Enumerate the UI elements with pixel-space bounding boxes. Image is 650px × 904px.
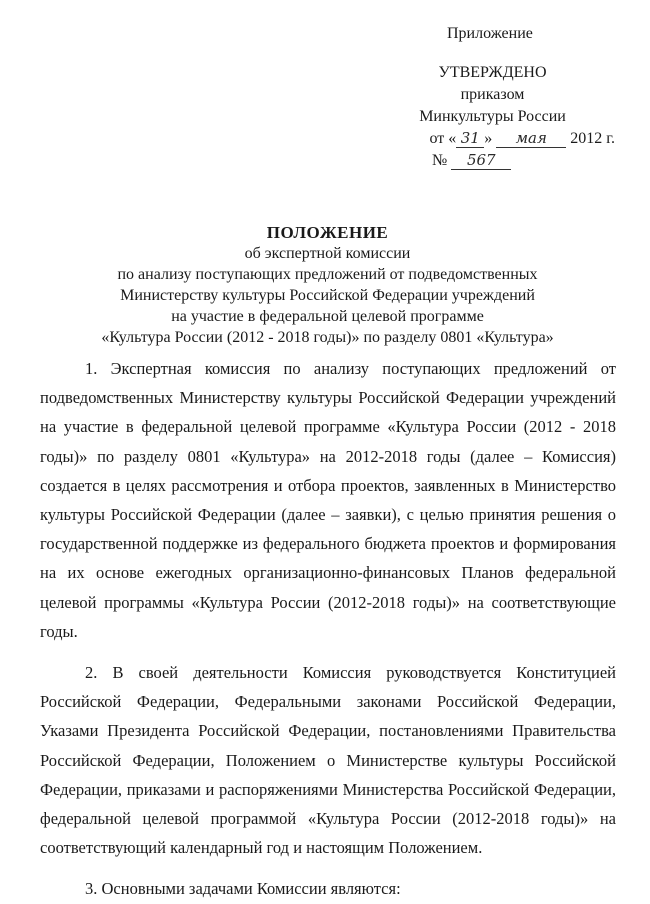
order-date-line: [370, 128, 615, 150]
title-heading: ПОЛОЖЕНИЕ: [266, 223, 389, 242]
date-mid: »: [484, 130, 493, 147]
ministry-label: Минкультуры России: [419, 108, 566, 125]
appendix-label: Приложение: [447, 25, 533, 42]
handwritten-number: 567: [451, 151, 511, 170]
paragraph-2: 2. В своей деятельности Комиссия руководствуется Конституцией Российской Федерации, Федеральными законами Российской Федерации, Указами Президента Российской Федерации, постановлениями Правительства Российской Федерации, Положением о Министерстве культуры Российской Федерации, приказами и распоряжениями Министерства Российской Федерации, федеральной целевой программой «Культура России (2012-2018 годы)» на соответствующий календарный год и настоящим Положением.: [40, 663, 616, 858]
document-title: [40, 222, 615, 348]
title-line-1: об экспертной комиссии: [244, 245, 411, 262]
handwritten-month: мая: [496, 129, 566, 148]
paragraph-3: 3. Основными задачами Комиссии являются:: [85, 879, 401, 899]
handwritten-day: 31: [456, 129, 484, 148]
order-number-line: [370, 150, 615, 172]
by-order-label: приказом: [460, 86, 525, 103]
document-body: [40, 354, 616, 904]
number-prefix: №: [432, 152, 448, 169]
title-line-3: Министерству культуры Российской Федерации учреждений: [120, 287, 535, 304]
approval-stamp: [370, 62, 615, 172]
paragraph-1: 1. Экспертная комиссия по анализу поступающих предложений от подведомственных Министерству культуры Российской Федерации учреждений на участие в федеральной целевой программе «Культура России (2012 - 2018 годы)» по разделу 0801 «Культура» на 2012-2018 годы (далее – Комиссия) создается в целях рассмотрения и отбора проектов, заявленных в Министерство культуры Российской Федерации (далее – заявки), с целью принятия решения о государственной поддержке из федерального бюджета проектов и формирования на их основе ежегодных организационно-финансовых Планов федеральной целевой программы «Культура России (2012-2018 годы)» на соответствующие годы.: [40, 359, 616, 641]
title-line-4: на участие в федеральной целевой программе: [171, 308, 484, 325]
approved-label: УТВЕРЖДЕНО: [438, 64, 547, 81]
title-line-5: «Культура России (2012 - 2018 годы)» по разделу 0801 «Культура»: [101, 329, 554, 346]
order-year: 2012 г.: [570, 130, 615, 147]
title-line-2: по анализу поступающих предложений от подведомственных: [117, 266, 538, 283]
date-prefix: от «: [429, 130, 457, 147]
